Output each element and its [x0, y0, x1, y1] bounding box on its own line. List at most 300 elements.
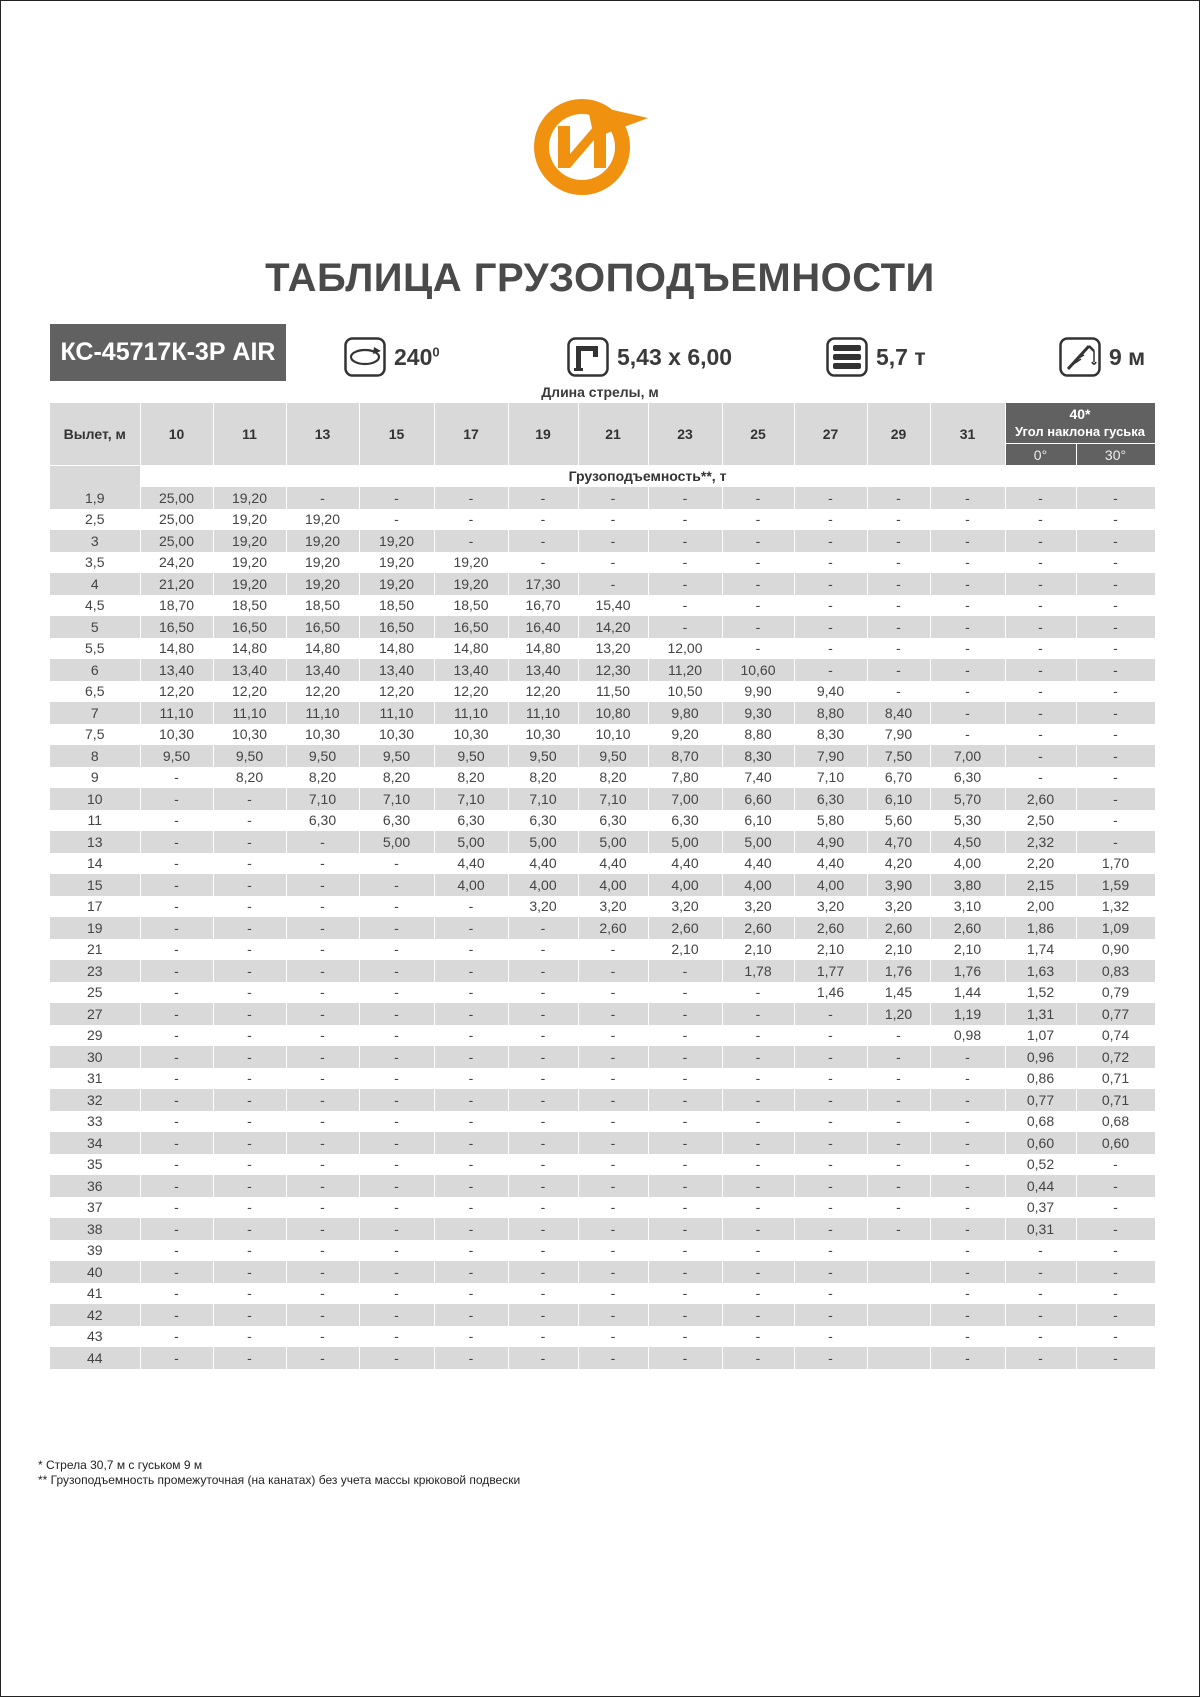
capacity-cell: 10,30 — [508, 724, 578, 746]
table-row — [50, 853, 1155, 875]
capacity-cell: - — [140, 810, 213, 832]
capacity-cell: 10,30 — [286, 724, 359, 746]
capacity-cell: 16,50 — [359, 616, 434, 638]
capacity-cell: 5,00 — [648, 831, 722, 853]
capacity-cell: 7,00 — [648, 788, 722, 810]
boom-length-header: 21 — [578, 403, 648, 465]
capacity-cell: - — [1076, 552, 1155, 574]
capacity-cell: - — [867, 616, 930, 638]
capacity-cell: 9,40 — [794, 681, 867, 703]
capacity-cell: - — [140, 1132, 213, 1154]
capacity-cell: 0,90 — [1076, 939, 1155, 961]
capacity-cell: 4,00 — [930, 853, 1005, 875]
capacity-cell: 4,90 — [794, 831, 867, 853]
capacity-cell: 18,50 — [434, 595, 508, 617]
capacity-cell: - — [359, 1326, 434, 1348]
capacity-cell: - — [140, 788, 213, 810]
capacity-cell: - — [722, 1003, 794, 1025]
capacity-cell: - — [508, 1283, 578, 1305]
capacity-cell: - — [930, 659, 1005, 681]
capacity-cell: - — [794, 1326, 867, 1348]
capacity-cell: - — [930, 1068, 1005, 1090]
capacity-cell: - — [930, 487, 1005, 509]
capacity-cell: - — [213, 917, 286, 939]
capacity-cell: - — [722, 1154, 794, 1176]
capacity-cell: - — [794, 509, 867, 531]
capacity-cell: 3,20 — [508, 896, 578, 918]
capacity-cell: - — [359, 1218, 434, 1240]
capacity-cell: 19,20 — [286, 530, 359, 552]
capacity-cell: - — [578, 1283, 648, 1305]
capacity-cell: - — [794, 1240, 867, 1262]
capacity-cell: - — [140, 1025, 213, 1047]
spec-jib-value: 9 м — [1109, 343, 1146, 370]
capacity-cell: 9,20 — [648, 724, 722, 746]
capacity-cell: - — [140, 1283, 213, 1305]
capacity-cell: 6,30 — [794, 788, 867, 810]
capacity-cell: 13,40 — [213, 659, 286, 681]
capacity-cell: 4,00 — [508, 874, 578, 896]
table-row — [50, 1326, 1155, 1348]
capacity-cell: - — [434, 1068, 508, 1090]
table-row — [50, 1197, 1155, 1219]
capacity-cell: - — [930, 1132, 1005, 1154]
capacity-cell: - — [434, 1240, 508, 1262]
reach-value: 21 — [50, 939, 140, 961]
capacity-cell: - — [867, 1154, 930, 1176]
capacity-cell: - — [930, 1218, 1005, 1240]
capacity-cell: 13,40 — [508, 659, 578, 681]
capacity-cell: 13,40 — [286, 659, 359, 681]
reach-value: 36 — [50, 1175, 140, 1197]
capacity-cell: - — [722, 638, 794, 660]
capacity-cell — [867, 1283, 930, 1305]
reach-value: 13 — [50, 831, 140, 853]
capacity-cell: - — [359, 1175, 434, 1197]
capacity-cell: 3,90 — [867, 874, 930, 896]
capacity-cell: - — [434, 982, 508, 1004]
capacity-cell: 2,10 — [867, 939, 930, 961]
capacity-cell: - — [359, 1132, 434, 1154]
capacity-cell: 3,20 — [867, 896, 930, 918]
capacity-cell: - — [140, 982, 213, 1004]
capacity-cell: - — [508, 1240, 578, 1262]
capacity-cell: 7,10 — [794, 767, 867, 789]
boom-length-header: 31 — [930, 403, 1005, 465]
capacity-cell: 2,10 — [794, 939, 867, 961]
capacity-cell: - — [794, 1003, 867, 1025]
capacity-cell: 12,20 — [359, 681, 434, 703]
table-row — [50, 681, 1155, 703]
spec-rotation — [344, 336, 440, 378]
table-row — [50, 573, 1155, 595]
capacity-cell: - — [930, 1261, 1005, 1283]
capacity-cell: - — [213, 1218, 286, 1240]
capacity-cell: - — [648, 1175, 722, 1197]
capacity-cell: - — [213, 831, 286, 853]
capacity-cell: 7,40 — [722, 767, 794, 789]
capacity-cell: - — [508, 552, 578, 574]
capacity-cell: - — [434, 1154, 508, 1176]
capacity-cell: - — [648, 487, 722, 509]
capacity-cell: - — [1076, 595, 1155, 617]
capacity-cell: 8,20 — [359, 767, 434, 789]
reach-value: 8 — [50, 745, 140, 767]
capacity-cell: 13,40 — [140, 659, 213, 681]
capacity-cell: 6,30 — [434, 810, 508, 832]
capacity-cell: - — [1076, 724, 1155, 746]
capacity-cell: - — [213, 1132, 286, 1154]
capacity-cell: - — [286, 1347, 359, 1369]
capacity-cell: - — [1005, 702, 1076, 724]
capacity-cell: - — [286, 853, 359, 875]
capacity-cell: 2,60 — [722, 917, 794, 939]
capacity-cell: 6,30 — [578, 810, 648, 832]
capacity-cell: 16,50 — [213, 616, 286, 638]
capacity-cell: - — [794, 1089, 867, 1111]
reach-value: 29 — [50, 1025, 140, 1047]
capacity-cell: 0,96 — [1005, 1046, 1076, 1068]
capacity-cell: - — [1076, 1175, 1155, 1197]
capacity-cell: 4,40 — [434, 853, 508, 875]
capacity-cell: 9,50 — [508, 745, 578, 767]
capacity-cell: 8,80 — [722, 724, 794, 746]
capacity-cell — [867, 1347, 930, 1369]
capacity-cell: - — [1076, 573, 1155, 595]
capacity-cell: 24,20 — [140, 552, 213, 574]
boom-length-header: 25 — [722, 403, 794, 465]
table-row — [50, 1218, 1155, 1240]
capacity-cell: - — [1076, 1240, 1155, 1262]
capacity-cell: - — [1005, 1240, 1076, 1262]
capacity-cell: 1,77 — [794, 960, 867, 982]
capacity-cell: 19,20 — [434, 573, 508, 595]
capacity-cell: 14,80 — [213, 638, 286, 660]
table-row — [50, 1025, 1155, 1047]
capacity-cell: - — [1005, 681, 1076, 703]
capacity-cell: - — [930, 1304, 1005, 1326]
capacity-cell: - — [1005, 1261, 1076, 1283]
capacity-cell: - — [286, 487, 359, 509]
capacity-cell: - — [508, 1068, 578, 1090]
capacity-cell: 18,50 — [213, 595, 286, 617]
capacity-cell: 2,15 — [1005, 874, 1076, 896]
table-row — [50, 509, 1155, 531]
capacity-cell: - — [648, 1261, 722, 1283]
capacity-cell: 1,07 — [1005, 1025, 1076, 1047]
capacity-cell: - — [648, 509, 722, 531]
capacity-cell: 17,30 — [508, 573, 578, 595]
capacity-cell: 10,30 — [359, 724, 434, 746]
table-row — [50, 788, 1155, 810]
capacity-cell: - — [1005, 573, 1076, 595]
capacity-cell: - — [213, 1046, 286, 1068]
capacity-cell: - — [1005, 530, 1076, 552]
capacity-cell: - — [722, 487, 794, 509]
table-row — [50, 702, 1155, 724]
table-row — [50, 917, 1155, 939]
capacity-cell: - — [213, 1154, 286, 1176]
capacity-cell — [867, 1326, 930, 1348]
capacity-cell: 11,10 — [508, 702, 578, 724]
capacity-cell: 6,10 — [722, 810, 794, 832]
capacity-cell: - — [213, 982, 286, 1004]
capacity-cell: 19,20 — [213, 573, 286, 595]
capacity-cell: 5,00 — [359, 831, 434, 853]
capacity-cell: - — [213, 1197, 286, 1219]
reach-value: 39 — [50, 1240, 140, 1262]
capacity-cell: - — [867, 638, 930, 660]
capacity-cell: 4,40 — [508, 853, 578, 875]
table-row — [50, 939, 1155, 961]
capacity-cell: - — [286, 1046, 359, 1068]
table-row — [50, 1068, 1155, 1090]
capacity-cell: 7,10 — [508, 788, 578, 810]
capacity-cell: 15,40 — [578, 595, 648, 617]
capacity-cell: - — [434, 1175, 508, 1197]
capacity-cell: - — [1005, 745, 1076, 767]
capacity-cell: - — [1076, 702, 1155, 724]
capacity-cell: - — [286, 1218, 359, 1240]
capacity-cell: - — [508, 1046, 578, 1068]
capacity-cell: 13,40 — [359, 659, 434, 681]
capacity-cell: - — [1076, 1283, 1155, 1305]
capacity-cell: - — [794, 530, 867, 552]
capacity-cell: - — [1076, 530, 1155, 552]
boom-length-header: 19 — [508, 403, 578, 465]
capacity-cell: - — [213, 1025, 286, 1047]
capacity-cell: - — [578, 939, 648, 961]
capacity-cell: - — [648, 573, 722, 595]
reach-value: 2,5 — [50, 509, 140, 531]
capacity-cell: 9,50 — [286, 745, 359, 767]
capacity-cell: - — [867, 1025, 930, 1047]
capacity-cell: - — [286, 1197, 359, 1219]
capacity-cell: - — [140, 1068, 213, 1090]
capacity-cell: - — [213, 939, 286, 961]
capacity-cell: - — [648, 1283, 722, 1305]
capacity-cell: - — [648, 1326, 722, 1348]
capacity-cell: - — [434, 960, 508, 982]
capacity-cell: 1,74 — [1005, 939, 1076, 961]
capacity-cell: 0,98 — [930, 1025, 1005, 1047]
capacity-cell: - — [140, 1046, 213, 1068]
capacity-cell: - — [508, 530, 578, 552]
capacity-cell: - — [140, 1240, 213, 1262]
capacity-cell: 9,50 — [578, 745, 648, 767]
capacity-cell: - — [1076, 487, 1155, 509]
spec-rotation-value: 240 — [394, 343, 433, 370]
capacity-cell: 7,90 — [794, 745, 867, 767]
capacity-cell: 2,20 — [1005, 853, 1076, 875]
capacity-cell: - — [794, 1111, 867, 1133]
capacity-cell: - — [1076, 1218, 1155, 1240]
reach-value: 35 — [50, 1154, 140, 1176]
capacity-cell: 1,44 — [930, 982, 1005, 1004]
capacity-cell: - — [578, 1068, 648, 1090]
capacity-cell: - — [140, 853, 213, 875]
capacity-cell: - — [930, 595, 1005, 617]
footnote: ** Грузоподъемность промежуточная (на канатах) без учета массы крюковой подвески — [38, 1473, 521, 1487]
reach-value: 5,5 — [50, 638, 140, 660]
capacity-cell: 12,30 — [578, 659, 648, 681]
capacity-cell: - — [648, 1347, 722, 1369]
capacity-cell: 8,30 — [794, 724, 867, 746]
reach-value: 15 — [50, 874, 140, 896]
capacity-cell: 11,10 — [140, 702, 213, 724]
capacity-cell: 6,10 — [867, 788, 930, 810]
reach-value: 31 — [50, 1068, 140, 1090]
capacity-cell: - — [1005, 659, 1076, 681]
capacity-cell: 8,20 — [508, 767, 578, 789]
capacity-cell: - — [434, 1347, 508, 1369]
capacity-cell: 19,20 — [213, 552, 286, 574]
table-row — [50, 1283, 1155, 1305]
capacity-cell: - — [794, 1068, 867, 1090]
capacity-cell: - — [213, 1068, 286, 1090]
capacity-cell: 6,30 — [648, 810, 722, 832]
capacity-cell: - — [1005, 509, 1076, 531]
capacity-cell: 14,20 — [578, 616, 648, 638]
capacity-cell: - — [1005, 616, 1076, 638]
capacity-cell: - — [213, 1326, 286, 1348]
capacity-cell: - — [286, 1261, 359, 1283]
capacity-cell: - — [359, 1089, 434, 1111]
capacity-cell: - — [508, 1326, 578, 1348]
reach-value: 42 — [50, 1304, 140, 1326]
capacity-cell: 1,76 — [867, 960, 930, 982]
capacity-cell: 16,50 — [286, 616, 359, 638]
capacity-cell: - — [722, 1304, 794, 1326]
capacity-cell: 0,83 — [1076, 960, 1155, 982]
capacity-cell: - — [359, 1240, 434, 1262]
capacity-cell: 10,30 — [213, 724, 286, 746]
capacity-cell: 18,50 — [286, 595, 359, 617]
capacity-cell: - — [286, 939, 359, 961]
capacity-cell: - — [722, 1197, 794, 1219]
capacity-cell: - — [213, 960, 286, 982]
capacity-cell: - — [722, 1347, 794, 1369]
table-row — [50, 1132, 1155, 1154]
capacity-cell: - — [722, 1326, 794, 1348]
capacity-cell: - — [930, 530, 1005, 552]
capacity-cell: - — [286, 896, 359, 918]
capacity-cell: - — [434, 1304, 508, 1326]
capacity-cell: - — [140, 1175, 213, 1197]
capacity-cell: - — [286, 1240, 359, 1262]
capacity-cell: - — [578, 1197, 648, 1219]
capacity-cell: - — [930, 1240, 1005, 1262]
table-row — [50, 1154, 1155, 1176]
capacity-cell: - — [794, 1261, 867, 1283]
capacity-cell: - — [1076, 1197, 1155, 1219]
capacity-cell: - — [648, 1046, 722, 1068]
capacity-cell: - — [140, 939, 213, 961]
capacity-cell: 4,40 — [794, 853, 867, 875]
capacity-cell — [867, 1304, 930, 1326]
capacity-cell: 2,60 — [930, 917, 1005, 939]
capacity-cell: - — [1076, 788, 1155, 810]
capacity-cell: 5,70 — [930, 788, 1005, 810]
capacity-cell: 5,00 — [434, 831, 508, 853]
capacity-cell: - — [1005, 595, 1076, 617]
capacity-cell: - — [930, 681, 1005, 703]
capacity-cell: - — [867, 659, 930, 681]
capacity-cell: 9,50 — [140, 745, 213, 767]
reach-value: 38 — [50, 1218, 140, 1240]
capacity-cell: 11,10 — [434, 702, 508, 724]
capacity-cell: 19,20 — [359, 552, 434, 574]
reach-value: 7,5 — [50, 724, 140, 746]
capacity-cell: - — [722, 573, 794, 595]
capacity-cell: 1,76 — [930, 960, 1005, 982]
capacity-cell: 11,10 — [213, 702, 286, 724]
reach-value: 37 — [50, 1197, 140, 1219]
capacity-cell: 0,44 — [1005, 1175, 1076, 1197]
capacity-cell: - — [140, 831, 213, 853]
boom-length-header: 10 — [140, 403, 213, 465]
capacity-cell: - — [578, 1003, 648, 1025]
capacity-cell: - — [213, 1089, 286, 1111]
capacity-cell — [867, 1240, 930, 1262]
capacity-cell: - — [794, 1304, 867, 1326]
capacity-cell: 0,86 — [1005, 1068, 1076, 1090]
capacity-cell: - — [213, 788, 286, 810]
capacity-cell: - — [286, 1111, 359, 1133]
reach-value: 3,5 — [50, 552, 140, 574]
capacity-cell: - — [508, 487, 578, 509]
capacity-cell: - — [359, 917, 434, 939]
capacity-cell: - — [286, 1089, 359, 1111]
capacity-cell: - — [578, 960, 648, 982]
reach-value: 40 — [50, 1261, 140, 1283]
capacity-cell: - — [930, 616, 1005, 638]
capacity-cell: 14,80 — [508, 638, 578, 660]
capacity-cell: 2,60 — [648, 917, 722, 939]
boom-length-header: 17 — [434, 403, 508, 465]
capacity-cell: - — [1076, 1261, 1155, 1283]
capacity-cell: 1,20 — [867, 1003, 930, 1025]
capacity-cell: 1,45 — [867, 982, 930, 1004]
capacity-cell: - — [867, 509, 930, 531]
capacity-cell: 1,52 — [1005, 982, 1076, 1004]
capacity-cell: 9,50 — [359, 745, 434, 767]
capacity-cell: - — [578, 1347, 648, 1369]
capacity-cell: - — [867, 1197, 930, 1219]
capacity-rows — [50, 487, 1155, 1369]
capacity-cell: 4,70 — [867, 831, 930, 853]
capacity-cell: 3,80 — [930, 874, 1005, 896]
table-row — [50, 767, 1155, 789]
capacity-cell: - — [434, 1283, 508, 1305]
capacity-cell: - — [930, 1326, 1005, 1348]
capacity-cell: - — [1005, 1304, 1076, 1326]
capacity-cell: - — [140, 1154, 213, 1176]
reach-header-spacer — [50, 465, 140, 487]
capacity-cell: - — [508, 1347, 578, 1369]
reach-value: 5 — [50, 616, 140, 638]
capacity-cell: - — [434, 1132, 508, 1154]
capacity-cell: - — [722, 1283, 794, 1305]
capacity-cell: - — [722, 1175, 794, 1197]
table-row — [50, 745, 1155, 767]
capacity-cell — [867, 1261, 930, 1283]
capacity-cell: - — [140, 1304, 213, 1326]
capacity-cell: - — [286, 982, 359, 1004]
capacity-cell: - — [213, 810, 286, 832]
boom-length-header: 11 — [213, 403, 286, 465]
capacity-cell: 5,00 — [578, 831, 648, 853]
